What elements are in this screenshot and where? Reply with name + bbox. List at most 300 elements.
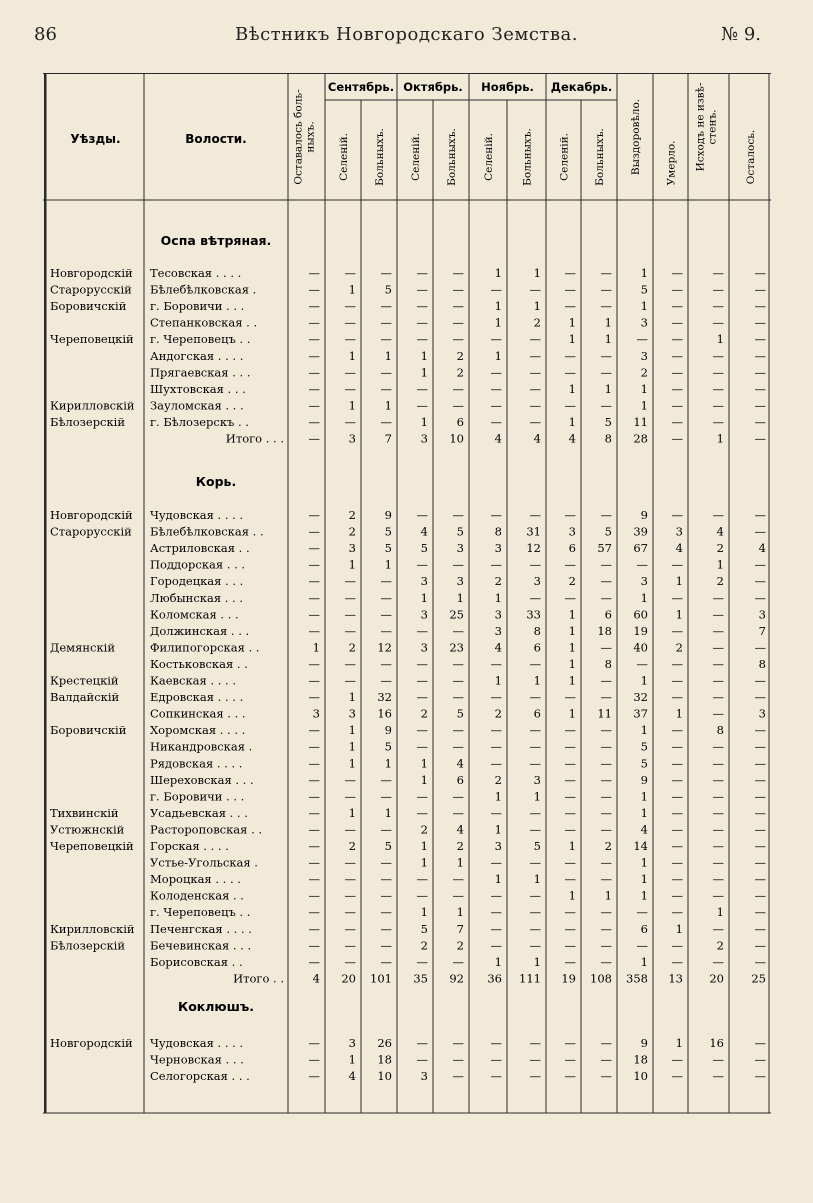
table-cell: 111	[519, 971, 541, 986]
table-cell: 2	[456, 839, 464, 853]
row-volost: Андогская . . . .	[150, 348, 244, 363]
table-cell: —	[452, 381, 464, 396]
table-cell: 1	[494, 673, 502, 688]
table-cell: 3	[533, 574, 541, 589]
table-cell: —	[529, 590, 541, 605]
table-cell: —	[600, 872, 612, 887]
table-cell: —	[671, 557, 683, 572]
running-header	[0, 24, 813, 50]
uezd-header: Уѣзды.	[70, 132, 121, 146]
month-header: Сентябрь.	[327, 80, 395, 94]
table-cell: —	[452, 789, 464, 804]
row-volost: Шереховская . . .	[150, 772, 254, 787]
table-cell: 3	[494, 839, 502, 853]
table-cell: 1	[533, 673, 541, 688]
table-cell: —	[416, 266, 428, 280]
table-cell: 12	[526, 541, 541, 556]
villages-header: Селеній.	[410, 133, 422, 181]
table-cell: —	[671, 299, 683, 314]
table-cell: —	[564, 1036, 576, 1050]
table-cell: 3	[640, 574, 648, 589]
table-cell: 3	[675, 524, 683, 539]
table-cell: —	[712, 954, 724, 969]
table-cell: —	[529, 822, 541, 837]
table-cell: —	[671, 590, 683, 605]
table-cell: 3	[494, 607, 502, 622]
table-cell: 5	[456, 524, 464, 539]
table-cell: 2	[420, 822, 428, 837]
table-cell: —	[490, 905, 502, 920]
table-cell: —	[308, 839, 320, 853]
table-cell: —	[380, 365, 392, 380]
row-uezd: Кирилловскій	[50, 921, 135, 936]
table-cell: —	[452, 656, 464, 671]
table-cell: 3	[456, 541, 464, 556]
table-cell: —	[490, 1036, 502, 1050]
row-volost: Бѣлебѣлковская . .	[150, 524, 264, 539]
table-cell: 14	[633, 839, 648, 853]
table-cell: 2	[640, 365, 648, 380]
table-cell: —	[564, 872, 576, 887]
table-cell: 1	[456, 855, 464, 870]
row-uezd: Устюжнскій	[50, 822, 125, 837]
table-cell: —	[754, 332, 766, 347]
table-cell: —	[380, 888, 392, 903]
table-cell: —	[671, 905, 683, 920]
table-cell: 1	[420, 905, 428, 920]
table-cell: 4	[533, 431, 541, 446]
table-cell: —	[308, 557, 320, 572]
table-cell: —	[308, 872, 320, 887]
row-volost: Любынская . . .	[150, 590, 244, 605]
table-cell: —	[712, 266, 724, 280]
table-cell: —	[452, 299, 464, 314]
table-cell: 31	[526, 524, 541, 539]
sick-header: Больныхъ.	[374, 128, 386, 186]
table-cell: 37	[633, 706, 648, 721]
month-header: Ноябрь.	[481, 80, 534, 94]
table-cell: 2	[716, 938, 724, 953]
table-cell: 2	[494, 772, 502, 787]
table-cell: —	[671, 822, 683, 837]
table-cell: —	[564, 723, 576, 738]
table-cell: —	[308, 1069, 320, 1084]
table-cell: 6	[604, 607, 612, 622]
table-cell: —	[671, 508, 683, 522]
table-cell: 1	[494, 348, 502, 363]
table-cell: —	[564, 1069, 576, 1084]
table-cell: 1	[494, 590, 502, 605]
table-cell: —	[416, 673, 428, 688]
table-cell: 3	[420, 574, 428, 589]
table-cell: —	[529, 365, 541, 380]
table-cell: 1	[384, 805, 392, 820]
table-cell: —	[671, 938, 683, 953]
row-volost: Чудовская . . . .	[150, 508, 244, 522]
table-cell: 3	[420, 1069, 428, 1084]
table-cell: 1	[494, 954, 502, 969]
table-cell: —	[308, 673, 320, 688]
row-volost: Селогорская . . .	[150, 1069, 250, 1084]
table-cell: —	[344, 872, 356, 887]
table-cell: —	[529, 855, 541, 870]
table-cell: —	[600, 557, 612, 572]
table-cell: 4	[640, 822, 648, 837]
table-cell: —	[564, 590, 576, 605]
table-cell: —	[380, 414, 392, 429]
table-cell: 1	[568, 332, 576, 347]
table-cell: 1	[312, 640, 320, 655]
table-cell: —	[529, 723, 541, 738]
table-cell: —	[671, 888, 683, 903]
table-cell: —	[712, 640, 724, 655]
table-cell: —	[671, 1069, 683, 1084]
row-volost: Бѣлебѣлковская .	[150, 282, 257, 297]
table-cell: —	[344, 365, 356, 380]
table-cell: —	[671, 266, 683, 280]
table-cell: 6	[456, 772, 464, 787]
table-cell: —	[564, 690, 576, 705]
table-cell: —	[308, 381, 320, 396]
table-cell: —	[712, 772, 724, 787]
row-uezd: Демянскій	[50, 640, 115, 655]
table-cell: 4	[348, 1069, 356, 1084]
table-cell: 358	[626, 971, 648, 986]
table-cell: —	[712, 822, 724, 837]
table-cell: —	[712, 623, 724, 638]
row-volost: Усадьевская . . .	[150, 805, 248, 820]
table-cell: 1	[568, 673, 576, 688]
table-cell: —	[452, 1036, 464, 1050]
table-cell: —	[754, 756, 766, 771]
table-cell: 1	[640, 723, 648, 738]
table-cell: 5	[384, 839, 392, 853]
row-volost: г. Череповецъ . .	[150, 905, 251, 920]
table-cell: —	[529, 921, 541, 936]
table-cell: —	[754, 381, 766, 396]
table-cell: —	[529, 381, 541, 396]
table-cell: —	[529, 905, 541, 920]
table-cell: 2	[456, 938, 464, 953]
table-cell: —	[671, 789, 683, 804]
row-uezd: Валдайскій	[50, 690, 120, 705]
table-cell: 3	[312, 706, 320, 721]
row-volost: Растороповская . .	[150, 822, 263, 837]
table-cell: —	[754, 398, 766, 413]
row-uezd: Старорусскій	[50, 524, 132, 539]
table-cell: 1	[675, 607, 683, 622]
table-cell: 5	[640, 756, 648, 771]
table-cell: —	[344, 822, 356, 837]
table-cell: —	[564, 805, 576, 820]
table-cell: 3	[758, 607, 766, 622]
row-volost: Печенгская . . . .	[150, 921, 252, 936]
table-cell: —	[600, 921, 612, 936]
table-cell: —	[564, 282, 576, 297]
row-volost: Коломская . . .	[150, 607, 239, 622]
table-cell: 1	[456, 590, 464, 605]
sick-header: Больныхъ.	[594, 128, 606, 186]
table-cell: —	[308, 299, 320, 314]
table-cell: 13	[668, 971, 683, 986]
table-cell: 5	[384, 282, 392, 297]
row-volost: Городецкая . . .	[150, 574, 244, 589]
table-cell: 3	[640, 348, 648, 363]
table-cell: 1	[640, 299, 648, 314]
table-cell: 1	[640, 888, 648, 903]
table-cell: —	[564, 905, 576, 920]
table-cell: 3	[758, 706, 766, 721]
table-cell: 1	[533, 299, 541, 314]
table-cell: 3	[456, 574, 464, 589]
table-cell: —	[416, 1036, 428, 1050]
table-cell: —	[754, 872, 766, 887]
table-cell: —	[344, 381, 356, 396]
table-cell: 1	[640, 266, 648, 280]
table-cell: —	[416, 332, 428, 347]
table-cell: 1	[384, 756, 392, 771]
table-cell: 1	[568, 640, 576, 655]
row-uezd: Крестецкій	[50, 673, 119, 688]
sick-header: Больныхъ.	[521, 128, 534, 186]
row-volost: Поддорская . . .	[150, 557, 246, 572]
table-cell: —	[754, 739, 766, 754]
table-cell: —	[452, 508, 464, 522]
table-cell: 2	[420, 938, 428, 953]
table-cell: —	[308, 431, 320, 446]
table-cell: —	[529, 348, 541, 363]
table-cell: 8	[716, 723, 724, 738]
row-volost: Астриловская . .	[150, 541, 250, 556]
table-cell: 4	[494, 640, 502, 655]
table-cell: 2	[716, 541, 724, 556]
table-cell: 8	[604, 431, 612, 446]
table-cell: —	[344, 299, 356, 314]
table-cell: —	[380, 954, 392, 969]
table-cell: —	[529, 508, 541, 522]
table-cell: 1	[494, 872, 502, 887]
table-cell: —	[490, 332, 502, 347]
table-cell: —	[712, 756, 724, 771]
table-cell: 2	[716, 574, 724, 589]
table-cell: —	[490, 938, 502, 953]
row-volost: г. Боровичи . . .	[150, 299, 245, 314]
table-cell: —	[416, 398, 428, 413]
row-volost: Борисовская . .	[150, 954, 243, 969]
table-cell: —	[600, 938, 612, 953]
table-cell: —	[754, 772, 766, 787]
table-cell: —	[452, 398, 464, 413]
table-cell: 40	[633, 640, 648, 655]
table-cell: —	[636, 557, 648, 572]
table-cell: 5	[384, 524, 392, 539]
table-cell: —	[380, 822, 392, 837]
table-cell: —	[712, 348, 724, 363]
table-cell: 19	[561, 971, 576, 986]
table-cell: 5	[384, 739, 392, 754]
unknown-header-line: Исходъ не извѣ-	[694, 82, 707, 172]
table-cell: 1	[568, 839, 576, 853]
table-cell: —	[754, 431, 766, 446]
table-cell: 6	[568, 541, 576, 556]
table-cell: 4	[312, 971, 320, 986]
month-header: Октябрь.	[403, 80, 463, 94]
table-cell: —	[490, 398, 502, 413]
table-cell: 1	[348, 723, 356, 738]
table-cell: —	[490, 1052, 502, 1067]
table-cell: 1	[675, 921, 683, 936]
issue-number: № 9.	[721, 24, 761, 45]
table-cell: —	[490, 381, 502, 396]
table-cell: —	[344, 772, 356, 787]
table-cell: —	[308, 656, 320, 671]
table-cell: —	[712, 690, 724, 705]
table-cell: 1	[494, 789, 502, 804]
table-cell: 18	[633, 1052, 648, 1067]
table-cell: —	[308, 1036, 320, 1050]
table-cell: —	[600, 398, 612, 413]
table-cell: —	[754, 348, 766, 363]
table-cell: 1	[348, 398, 356, 413]
table-cell: 3	[494, 541, 502, 556]
table-cell: —	[671, 414, 683, 429]
table-cell: —	[671, 690, 683, 705]
table-cell: —	[452, 872, 464, 887]
table-cell: —	[529, 414, 541, 429]
table-cell: 1	[640, 673, 648, 688]
table-cell: —	[600, 690, 612, 705]
row-volost: Мороцкая . . . .	[150, 872, 241, 887]
table-cell: —	[754, 590, 766, 605]
table-cell: —	[416, 557, 428, 572]
table-cell: 9	[640, 1036, 648, 1050]
table-cell: —	[452, 1069, 464, 1084]
table-cell: 9	[640, 508, 648, 522]
table-cell: 1	[716, 332, 724, 347]
table-cell: 1	[348, 805, 356, 820]
table-cell: 3	[348, 541, 356, 556]
table-cell: —	[712, 656, 724, 671]
table-cell: —	[308, 623, 320, 638]
table-cell: —	[564, 1052, 576, 1067]
table-cell: 2	[348, 524, 356, 539]
table-cell: —	[671, 954, 683, 969]
table-cell: —	[308, 266, 320, 280]
table-cell: —	[490, 855, 502, 870]
table-cell: 12	[377, 640, 392, 655]
table-cell: —	[671, 805, 683, 820]
table-cell: —	[344, 938, 356, 953]
table-cell: —	[564, 772, 576, 787]
table-cell: —	[564, 739, 576, 754]
row-volost: г. Череповецъ . .	[150, 332, 251, 347]
table-cell: —	[380, 332, 392, 347]
table-cell: —	[380, 855, 392, 870]
table-cell: —	[529, 739, 541, 754]
table-cell: —	[416, 299, 428, 314]
table-cell: 1	[384, 348, 392, 363]
table-cell: —	[452, 673, 464, 688]
table-cell: 19	[633, 623, 648, 638]
table-cell: 1	[533, 954, 541, 969]
table-cell: 4	[420, 524, 428, 539]
table-cell: —	[308, 954, 320, 969]
row-volost: Сопкинская . . .	[150, 706, 246, 721]
table-cell: —	[416, 315, 428, 330]
table-cell: —	[754, 282, 766, 297]
table-cell: —	[712, 381, 724, 396]
table-cell: —	[600, 805, 612, 820]
remained-header-line: ныхъ.	[304, 121, 317, 153]
table-cell: —	[308, 414, 320, 429]
table-cell: 1	[533, 872, 541, 887]
table-cell: —	[416, 872, 428, 887]
table-cell: —	[600, 822, 612, 837]
table-cell: —	[600, 905, 612, 920]
table-cell: —	[529, 938, 541, 953]
table-cell: —	[380, 921, 392, 936]
table-cell: —	[380, 905, 392, 920]
table-cell: —	[344, 855, 356, 870]
table-cell: —	[380, 381, 392, 396]
table-cell: —	[308, 315, 320, 330]
table-cell: —	[671, 723, 683, 738]
table-cell: 2	[533, 315, 541, 330]
table-cell: —	[600, 590, 612, 605]
table-cell: 26	[377, 1036, 392, 1050]
table-cell: —	[754, 640, 766, 655]
table-cell: —	[452, 1052, 464, 1067]
row-volost: Никандровская .	[150, 739, 253, 754]
table-cell: —	[344, 954, 356, 969]
table-cell: 7	[758, 623, 766, 638]
row-volost: Устье-Угольская .	[150, 855, 258, 870]
table-cell: —	[308, 590, 320, 605]
row-volost: Филипогорская . .	[150, 640, 260, 655]
table-cell: 6	[456, 414, 464, 429]
table-cell: 7	[456, 921, 464, 936]
table-cell: —	[712, 888, 724, 903]
table-cell: —	[344, 656, 356, 671]
table-cell: —	[754, 673, 766, 688]
table-cell: 1	[675, 706, 683, 721]
row-volost: Черновская . . .	[150, 1052, 244, 1067]
recovered-header: Выздоровѣло.	[630, 98, 642, 176]
row-uezd: Старорусскій	[50, 282, 132, 297]
table-cell: —	[564, 365, 576, 380]
table-cell: —	[380, 623, 392, 638]
table-cell: 25	[751, 971, 766, 986]
row-uezd: Новгородскій	[50, 1036, 133, 1050]
table-cell: —	[600, 723, 612, 738]
table-cell: —	[754, 789, 766, 804]
table-cell: —	[754, 365, 766, 380]
table-cell: 1	[675, 574, 683, 589]
table-cell: 1	[494, 299, 502, 314]
row-volost: Бечевинская . . .	[150, 938, 252, 953]
table-cell: 6	[640, 921, 648, 936]
table-cell: —	[564, 266, 576, 280]
table-cell: —	[600, 348, 612, 363]
table-cell: 9	[384, 508, 392, 522]
table-cell: 2	[568, 574, 576, 589]
table-cell: —	[529, 805, 541, 820]
table-cell: —	[452, 282, 464, 297]
table-cell: 1	[494, 266, 502, 280]
table-cell: —	[754, 266, 766, 280]
table-cell: —	[308, 739, 320, 754]
table-cell: —	[380, 673, 392, 688]
